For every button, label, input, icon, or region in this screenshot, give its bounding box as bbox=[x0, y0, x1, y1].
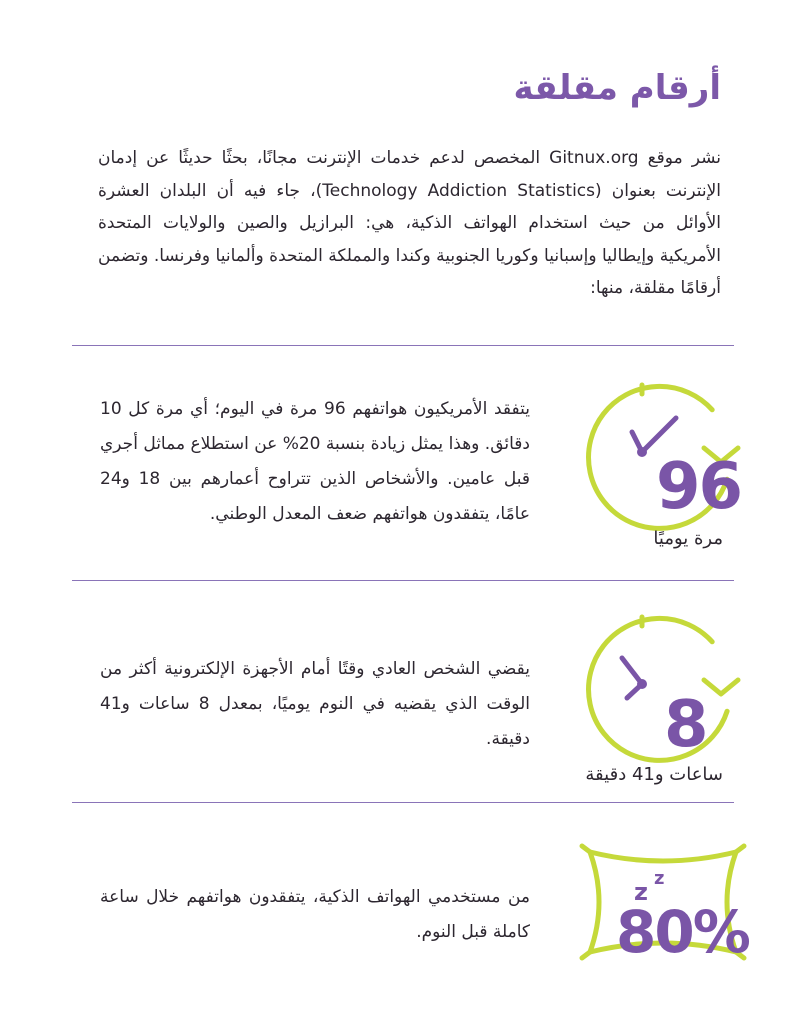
stat-number: 80% bbox=[616, 898, 749, 966]
page-title: أرقام مقلقة bbox=[513, 68, 721, 108]
stat-caption: مرة يوميًا bbox=[653, 528, 723, 549]
section-divider bbox=[72, 802, 734, 803]
section-divider bbox=[72, 345, 734, 346]
stat-number: 8 bbox=[664, 688, 707, 762]
section-divider bbox=[72, 580, 734, 581]
sleep-z-icon: z bbox=[634, 878, 648, 906]
stat-description: من مستخدمي الهواتف الذكية، يتفقدون هواتفهم خلال ساعة كاملة قبل النوم. bbox=[100, 887, 530, 942]
stat-caption: ساعات و41 دقيقة bbox=[585, 764, 723, 785]
stat-number: 96 bbox=[656, 450, 742, 524]
stat-description: يتفقد الأمريكيون هواتفهم 96 مرة في اليوم؛ أي مرة كل 10 دقائق. وهذا يمثل زيادة بنسبة 20% عن استطلاع مماثل أجري قبل عامين. والأشخاص الذين تتراوح أعمارهم بين 18 و24 عامًا، يتفقدون هواتفهم ضعف المعدل الوطني. bbox=[100, 399, 530, 524]
stat-description: يقضي الشخص العادي وقتًا أمام الأجهزة الإلكترونية أكثر من الوقت الذي يقضيه في النوم يوميًا، بمعدل 8 ساعات و41 دقيقة. bbox=[100, 659, 530, 749]
intro-paragraph: نشر موقع Gitnux.org المخصص لدعم خدمات الإنترنت مجانًا، بحثًا حديثًا عن إدمان الإنترنت بعنوان (Technology Addiction Statistics)، جاء فيه أن البلدان العشرة الأوائل من حيث استخدام الهواتف الذكية، هي: البرازيل والصين والولايات المتحدة الأمريكية وإيطاليا وإسبانيا وكوريا الجنوبية وكندا والمملكة المتحدة وألمانيا وفرنسا. وتضمن أرقامًا مقلقة، منها: bbox=[98, 148, 722, 298]
clock-arrow-icon bbox=[582, 612, 742, 762]
sleep-z-icon: z bbox=[654, 868, 665, 889]
